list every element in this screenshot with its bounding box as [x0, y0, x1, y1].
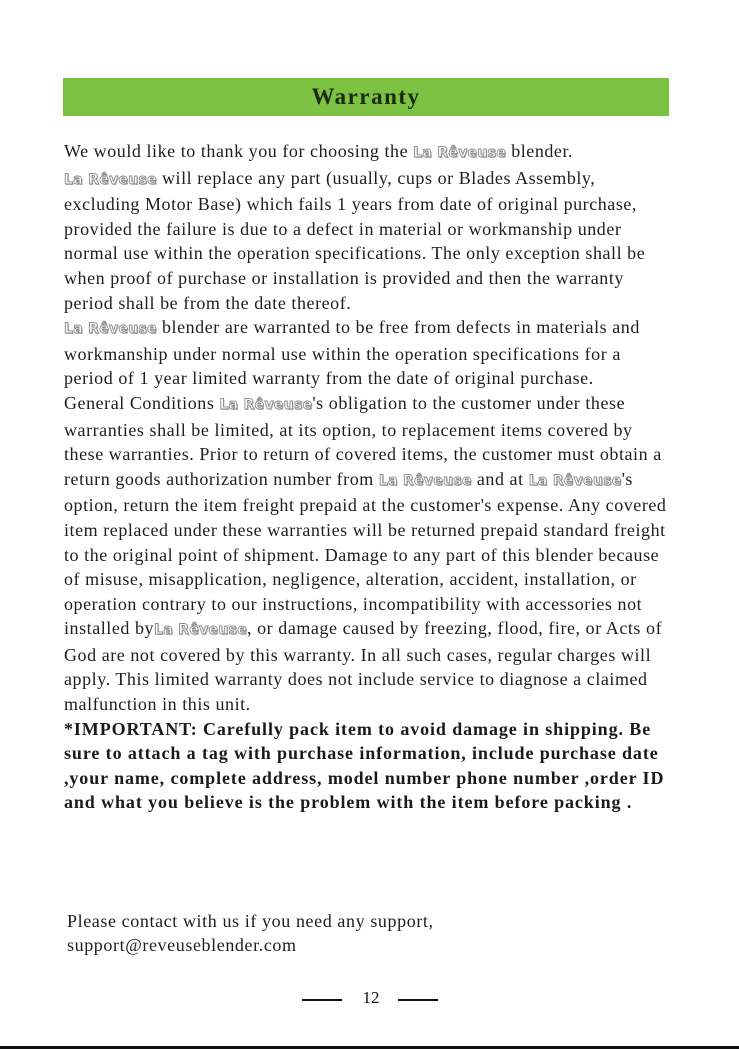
page-title: Warranty [311, 84, 421, 109]
text-run: 's obligation to the customer under these warranties shall be limited, at its option, to replacement items covered by these warranties. Prior to return of covered items, the customer must obtain a return goods authorization number from [64, 392, 662, 489]
text-run: We would like to thank you for choosing the [64, 141, 414, 161]
brand-logo: La Rêveuse [378, 472, 472, 489]
body-paragraph [64, 391, 674, 717]
text-run: blender are warranted to be free from defects in materials and workmanship under normal use within the operation specifications for a period of 1 year limited warranty from the date of original purchase. [64, 317, 640, 389]
footer-rule-right [398, 999, 438, 1001]
page-footer [0, 988, 739, 1012]
brand-logo: La Rêveuse [64, 171, 157, 188]
page-number: 12 [362, 988, 380, 1007]
body-paragraph [64, 166, 674, 316]
brand-logo: La Rêveuse [413, 145, 507, 161]
brand-logo: La Rêveuse [219, 396, 313, 413]
brand-logo: La Rêveuse [528, 472, 622, 489]
brand-logo: La Rêveuse [154, 622, 248, 639]
important-notice: *IMPORTANT: Carefully pack item to avoid damage in shipping. Be sure to attach a tag with purchase information, include purchase date ,your name, complete address, model number phone number ,order ID and what you believe is the problem with the item before packing . [64, 718, 665, 813]
warranty-banner [63, 78, 669, 116]
contact-email: support@reveuseblender.com [67, 935, 297, 955]
text-run: and at [471, 468, 529, 489]
text-run: General Conditions [64, 392, 220, 413]
text-run: , or damage caused by freezing, flood, fire, or Acts of God are not covered by this warranty. In all such cases, regular charges will apply. This limited warranty does not include service to diagnose a claimed malfunction in this unit. [64, 618, 663, 715]
body-paragraph [64, 315, 674, 391]
footer-rule-left [302, 999, 342, 1001]
text-run: 's option, return the item freight prepaid at the customer's expense. Any covered item replaced under these warranties will be returned prepaid standard freight to the original point of shipment. Damage to any part of this blender because of misuse, misapplication, negligence, alteration, accident, installation, or operation contrary to our instructions, incompatibility with accessories not installed by [64, 468, 667, 639]
body-paragraph [64, 139, 674, 166]
text-run: blender. [506, 141, 574, 161]
contact-info [67, 909, 667, 957]
warranty-body [64, 139, 674, 815]
text-run: will replace any part (usually, cups or Blades Assembly, excluding Motor Base) which fails 1 years from date of original purchase, provided the failure is due to a defect in material or workmanship under normal use within the operation specifications. The only exception shall be when proof of purchase or installation is provided and then the warranty period shall be from the date thereof. [64, 167, 646, 313]
contact-text: Please contact with us if you need any support, [67, 911, 434, 931]
brand-logo: La Rêveuse [64, 321, 157, 338]
